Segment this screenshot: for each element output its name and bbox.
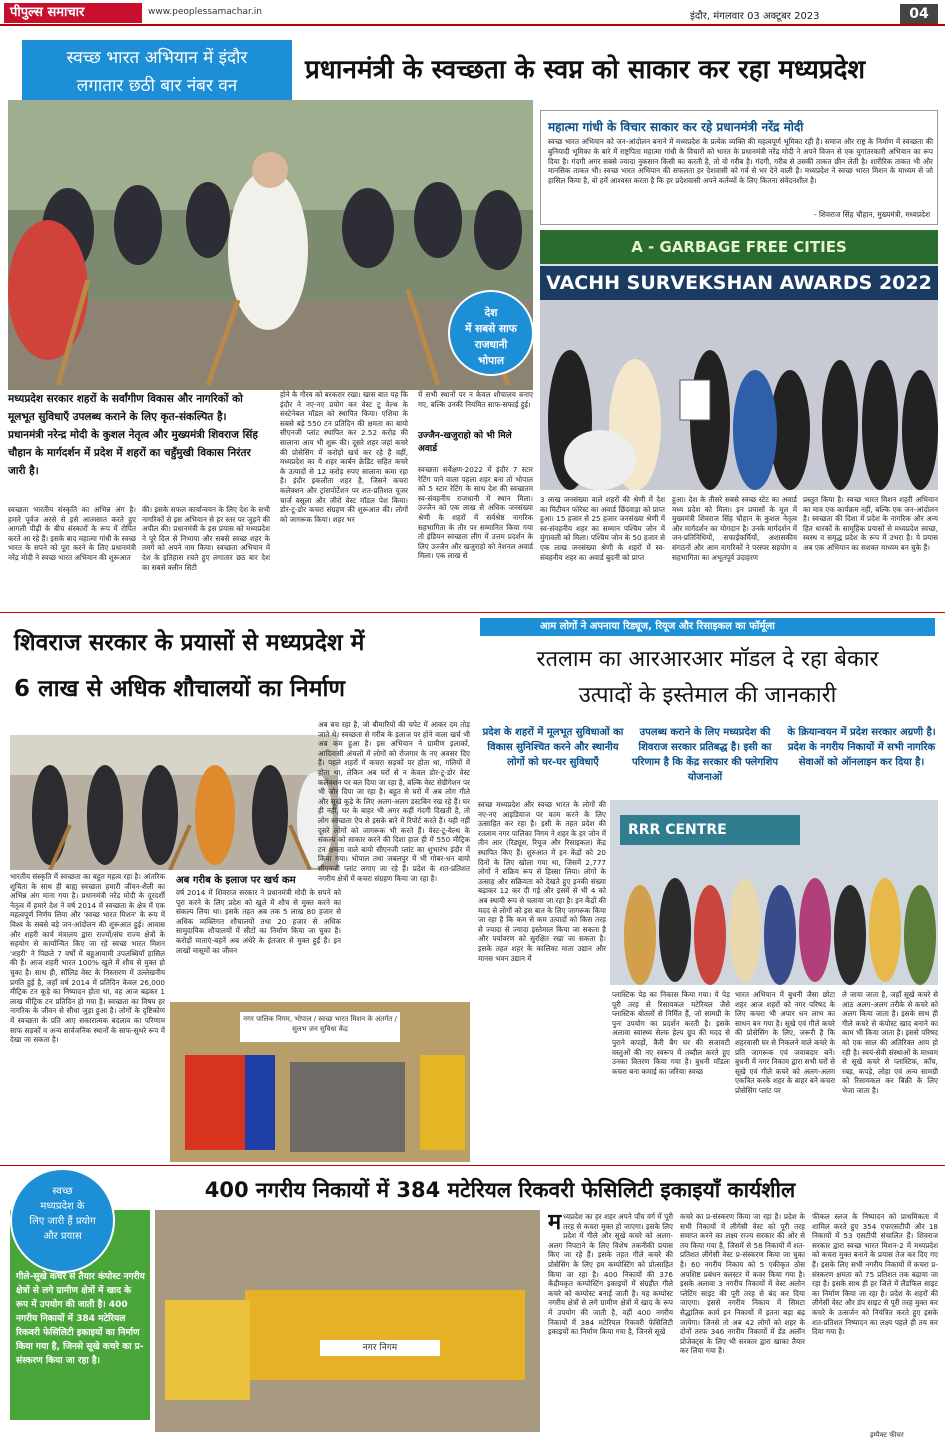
sweeping-photo — [10, 735, 338, 870]
dropcap: म — [548, 1212, 562, 1235]
quote-title: महात्मा गांधी के विचार साकार कर रहे प्रधानमंत्री नरेंद्र मोदी — [548, 120, 804, 134]
article-column: होने के गौरव को बरकरार रखा। खास बात यह कि इंदौर ने नए-नए प्रयोग कर वेस्ट टू वेल्थ के सस्टेनेबल मॉडल को स्थापित किया। एशिया के सबसे बड़े 550 टन प्रतिदिन की क्षमता का बायो सीएनजी प्लांट स्थापित कर 2.52 करोड़ की सालाना आय भी शुरू की। दूसरे शहर जहां कचरे की प्रोसेसिंग में करोड़ों खर्च कर रहे हैं वहीं, मध्यप्रदेश का ये शहर कार्बन क्रेडिट सहित कचरे के उत्पादों से 12 करोड़ रुपए सालाना कमा रहा है। इंदौर इकलौता शहर है, जिसने कचरा कलेक्शन और ट्रांसपोर्टेशन पर शत-प्रतिशत यूजर चार्ज वसूला और जीरो वेस्ट मॉडल पेश किया। डोर-टू-डोर कचरा संग्रहण की शुरूआत की। लोगों को जागरूक किया। शहर भर — [280, 390, 408, 524]
article-column: प्रस्तुत किया है। स्वच्छ भारत मिशन शहरी अभियान का मात्र एक कार्यक्रम नहीं, बल्कि एक जन-आंदोलन है। स्वच्छता की दिशा में प्रदेश के नागरिक और अन्य हित धारकों के सामूहिक प्रयासों से मध्यप्रदेश स्वच्छ, स्वस्थ व समृद्ध प्रदेश के रूप में उभरा है। ये प्रयास अब एक अभियान का सशक्त माध्यम बन चुके हैं। — [803, 495, 938, 552]
sweeping-illustration — [10, 735, 338, 870]
quote-signature: - शिवराज सिंह चौहान, मुख्यमंत्री, मध्यप्रदेश — [813, 210, 930, 219]
article-column-text: ध्यप्रदेश का हर शहर अपने पाँच वर्ग में पूरी तरह से कचरा मुक्त हो जाएगा। इसके लिए प्रदेश में गीले और सूखे कचरे को अलग-अलग निपटाने के लिए विशेष तकनीकी प्रयास किए जा रहे हैं। इसके तहत गीले कचरे की प्रोसेसिंग के लिए हम कम्पोस्टिंग को प्रोत्साहित किया जा रहा है। 400 निकायों की 376 केंद्रीयकृत कम्पोस्टिंग इकाइयों में संग्रहीत गीले कचरे को कम्पोस्ट बनाई जाती है। यह कम्पोस्ट नगरीय क्षेत्रों से लगे ग्रामीण क्षेत्रों में खाद के रूप में उपयोग की जाती है, वहीं 400 नगरीय निकायों में 384 मटेरियल रिकवरी फेसिलिटी इकाइयों का निर्माण किया गया है, जिनसे सूखे — [548, 1212, 673, 1337]
article-column — [548, 1212, 673, 1434]
impact-feature-credit: इम्पैक्ट फीचर — [870, 1431, 904, 1439]
circle-line2: मध्यप्रदेश के — [40, 1201, 85, 1212]
page-number: 04 — [900, 4, 938, 24]
main-headline: प्रधानमंत्री के स्वच्छता के स्वप्न को साकार कर रहा मध्यप्रदेश — [305, 55, 866, 85]
treatment-cost-subheading: अब गरीब के इलाज पर खर्च कम — [176, 875, 296, 886]
article-column: स्वच्छता भारतीय संस्कृति का अभिन्न अंग है। हमारे पूर्वज अरसे से इसे आत्मसात करते हुए आगली पीढ़ी के बीच संस्कारों के रूप में रोपित करते आ रहे हैं। इसके बाद महात्मा गांधी के स्वच्छ भारत के सपने को पूरा करने के लिए प्रधानमंत्री नरेंद्र मोदी ने स्वच्छ भारत अभियान की शुरूआत — [8, 505, 136, 562]
site-url: www.peoplessamachar.in — [148, 7, 262, 17]
article-column: में सभी स्थानों पर न केवल शौचालय बनाए गए, बल्कि उनकी नियमित साफ-सफाई हुई। — [418, 390, 533, 409]
article-column: प्लास्टिक पेड़ का निकास किया गया। ये पेड़ पूरी तरह से रिसायकल मटेरियल जैसे प्लास्टिक बोतलों से निर्मित हैं, जो सामग्री के पुनः उपयोग का प्रदर्शन करती है। इसके अलावा स्वास्थ्य सेल्फ हेल्प ग्रुप की मदद से पुराने कपड़ों, कैरी बैग घर की सजावटी वस्तुओं की नए स्वरूप में तब्दील करते हुए उनका वितरण किया गया है। बुधनी मॉडलः कचरा बना कमाई का जरियाः स्वच्छ — [612, 990, 730, 1076]
dateline: इंदौर, मंगलवार 03 अक्टूबर 2023 — [690, 11, 820, 22]
article-column: हुआ। देश के तीसरे सबसे स्वच्छ स्टेट का अवार्ड मध्य प्रदेश को मिला। इन प्रयासों के मूल में मुख्यमंत्री शिवराज सिंह चौहान के कुशल नेतृत्व और मार्गदर्शन का योगदान है। उनके मार्गदर्शन में जन-प्रतिनिधियों, सफाईकर्मियों, अशासकीय संगठनों और आम नागरिकों ने परस्पर सहयोग व सहभागिता का अभूतपूर्व उदाहरण — [672, 495, 797, 562]
badge-line1: देश — [484, 307, 498, 319]
pull-quote: प्रदेश के शहरों में मूलभूत सुविधाओं का विकास सुनिश्चित करने और स्थानीय लोगों को घर-घर सुविधाएँ — [482, 727, 624, 768]
article-column: भारत अभियान में बुधनी जैसा छोटा शहर आज शहरों को नगर परिषद के लिए कचरा भी अपार धन लाभ का साधन बन गया है। सूखे एवं गीले कचरे की प्रोसेसिंग के लिए, जरूरी है कि शहरवासी घर से निकलने वाले कचरे के प्रति जागरूक एवं जवाबदार बनें। बुधनी में नगर निकाय द्वारा सभी घरों से सूखे एवं गीले कचरे को अलग-अलग एकत्रित करके शहर के बाहर बने कचरा प्रोसेसिंग प्लांट पर — [735, 990, 835, 1095]
rrr-headline-line1: रतलाम का आरआरआर मॉडल दे रहा बेकार — [536, 647, 879, 672]
experiments-text: गीले-सूखे कचरे से तैयार कंपोस्ट नगरीय क्षेत्रों से लगे ग्रामीण क्षेत्रों में खाद के रूप में उपयोग की जाती है। 400 नगरीय निकायों में 384 मटेरियल रिकवरी फेसिलिटी इकाइयों का निर्माण किया गया है, जिनसे सूखे कचरे का प्र-संस्करण किया जा रहा है। — [16, 1272, 145, 1366]
circle-line3: लिए जारी हैं प्रयोग — [29, 1216, 96, 1227]
award-banner: A - GARBAGE FREE CITIES — [540, 230, 938, 264]
circle-line1: स्वच्छ — [52, 1186, 73, 1197]
article-column: भारतीय संस्कृति में स्वच्छता का बहुत महत्व रहा है। आंतरिक शुचिता के साथ ही बाह्य स्वच्छता हमारी जीवन-शैली का अभिन्न अंग माना गया है। प्रधानमंत्री नरेंद्र मोदी के दूरदर्शी नेतृत्व में हमारे देश ने वर्ष 2014 में स्वच्छता के क्षेत्र में एक महत्वपूर्ण निर्णय लिया और 'स्वच्छ भारत मिशन' के रूप में विश्व के सबसे बड़े जन-आंदोलन की शुरूआत हुई। आवास और शहरी कार्य मंत्रालय द्वारा राज्यों/संघ राज्य क्षेत्रों के सहयोग से कार्यान्वित किए जा रहे स्वच्छ भारत मिशन 'शहरी' ने पिछले 7 वर्षों में बहुआयामी उपलब्धियाँ हासिल की हैं। आज शहरी भारत 100% खुले में शौच से मुक्त हो चुका है। साथ ही, सॉलिड वेस्ट के निस्तारण में उल्लेखनीय प्रगति हुई है, जहाँ वर्ष 2014 में प्रतिदिन केवल 26,000 मीट्रिक टन कूड़े का निष्पादन होता था, वह आज बढ़कर 1 लाख मीट्रिक टन प्रतिदिन हो गया है। स्वच्छता का विषय हर नागरिक के जीवन से सीधा जुड़ा हुआ है। लोगों के दृष्टिकोण में स्वच्छता के प्रति आए सकारात्मक बदलाव का परिणाम साफ सड़कों व अन्य सार्वजनिक स्थानों के साफ-सुथरे रूप में देखा जा सकता है। — [10, 872, 165, 1045]
article-column: स्वच्छ मध्यप्रदेश और स्वच्छ भारत के लोगों की नए-नए आइडियाज पर काम करने के लिए उत्साहित कर रहा है। इसी के तहत प्रदेश की रतलाम नगर पालिका निगम ने शहर के हर जोन में तीन आर (रिड्यूस, रियूज और रिसाइकल) केंद्र स्थापित किए हैं। शुरुआत में इन केंद्रों को 20 दिनों के लिए खोला गया था, जिसमें 2,777 लोगों ने सक्रिय रूप से हिस्सा लिया। लोगों के उत्साह और सक्रियता को देखते हुए इनकी संख्या बढ़ाकर 12 कर दी गई और इसमें से भी 4 को अब स्थायी रूप से चलाया जा रहा है। इन केंद्रों की मदद से लोगों को इस बात के लिए जागरूक किया जा रहा है कि कम से कम उत्पादों को किस तरह से ज्यादा से ज्यादा इस्तेमाल किया जा सकता है और पर्यावरण को सुरक्षित रखा जा सकता है। इसके तहत शहर के कालिका माता उद्यान और मानस भवन उद्यान में — [478, 800, 606, 963]
truck-label: नगर निगम — [320, 1340, 440, 1356]
rrr-headline-line2: उत्पादों के इस्तेमाल की जानकारी — [578, 683, 837, 708]
building-sign: नगर पालिक निगम, भोपाल / स्वच्छ भारत मिशन के अंतर्गत / सुलभ जन सुविधा केंद्र — [240, 1012, 400, 1042]
badge-line3: राजधानी — [474, 339, 508, 351]
article-column: की। इसके सफल कार्यान्वयन के लिए देश के सभी नागरिकों से इस अभियान से हर स्तर पर जुड़ने की अपील की। प्रधानमंत्री के इस प्रयास को मध्यप्रदेश ने पूरे दिल से निभाया और सबसे स्वच्छ शहर के तमगे को अपने नाम किया। स्वच्छता अभियान में देश के इतिहास रचते हुए लगातार छठ बार देश का सबसे क्लीन सिटी — [142, 505, 270, 572]
building-wall — [420, 1055, 465, 1150]
newspaper-logo: पीपुल्स समाचार — [4, 3, 142, 23]
section-divider — [0, 1165, 945, 1166]
building-wall — [185, 1055, 245, 1150]
rrr-centre-banner: RRR CENTRE — [620, 815, 800, 845]
truck-cab — [165, 1300, 250, 1400]
article-column: स्वच्छता सर्वेक्षण-2022 में इंदौर 7 स्टार रेटिंग पाने वाला पहला शहर बना तो भोपाल को 5 स्टार रेटिंग के साथ देश की स्वच्छतम स्व-संवहनीय राजधानी में स्थान मिला। उज्जैन को एक लाख से अधिक जनसंख्या श्रेणी के शहरों में सर्वश्रेष्ठ नागरिक सहभागिता के तौर पर सम्मानित किया गया तो इंडियन स्वच्छता लीग में उत्तम प्रदर्शन के लिए उज्जैन और खजुराहो को नेशनल अवार्ड मिला। एक लाख से — [418, 465, 533, 561]
box-title-line1: स्वच्छ भारत अभियान में इंदौर — [66, 48, 248, 68]
article-column: फीकल स्लज के निष्पादन को प्राथमिकता में शामिल करते हुए 354 एफएसटीपी और 18 निकायों में 53 एसटीपी संचालित हैं। शिवराज सरकार द्वारा स्वच्छ भारत मिशन-2 में मध्यप्रदेश को कचरा मुक्त बनाने के प्रयास तेज कर दिए गए हैं। इसके लिए सभी नगरीय निकायों में कचरा प्र-संस्करण क्षमता को 75 प्रतिशत तक बढ़ाया जा रहा है। इसके साथ ही हर जिले में लैंडफिल साइट का निर्माण किया जा रहा है। प्रदेश के शहरों की लीगेसी वेस्ट और डंप साइट से पूरी तरह मुक्त कर कचरे के उत्सर्जन को नियंत्रित करते हुए इसके शत-प्रतिशत निष्पादन का लक्ष्य पहले ही तय कर दिया गया है। — [812, 1212, 938, 1337]
cleanest-capital-badge — [448, 290, 534, 376]
toilets-headline — [14, 620, 469, 720]
indore-number-one-box — [22, 40, 292, 108]
section-divider — [0, 612, 945, 613]
truck-body — [245, 1290, 525, 1380]
badge-line4: भोपाल — [478, 355, 504, 367]
rrr-headline — [480, 642, 935, 718]
article-column: कचरे का प्र-संस्करण किया जा रहा है। प्रदेश के सभी निकायों में लीगेसी वेस्ट को पूरी तरह समाप्त करने का लक्ष्य राज्य सरकार की ओर से तय किया गया है, जिसमें से 58 निकायों में शत-प्रतिशत लीगेसी वेस्ट प्र-संस्करण किया जा चुका है। 60 नगरीय निकाय को 5 एकीकृत ठोस अपशिष्ट प्रबंधन क्लस्टर में कवर किया गया है। इसके अलावा 3 नगरीय निकायों में वेस्ट अलोन प्लेटिंग साइट की पूरी तरह से बंद कर दिया जाएगा। इससे नगरीय निकाय में सिमटा सैद्धांतिक कार्य इन निकायों में इतना बड़ा बढ़ जायेगा। जिनसे तो अब 42 लोगों को शहर के दोनों तरफ 346 नगरीय निकायों में डेंड अलॉन प्रोजेक्ट्स के लिए भी सरकार द्वारा खाका तैयार कर लिया गया है। — [680, 1212, 805, 1356]
pull-quote: उपलब्ध कराने के लिए मध्यप्रदेश की शिवराज सरकार प्रतिबद्ध है। इसी का परिणाम है कि केंद्र सरकार की फ्लेगशिप योजनाओं — [631, 727, 779, 783]
intro-paragraph: मध्यप्रदेश सरकार शहरों के सर्वांगीण विकास और नागरिकों को मूलभूत सुविधाएँ उपलब्ध कराने के लिए कृत-संकल्पित है। प्रधानमंत्री नरेन्द्र मोदी के कुशल नेतृत्व और मुख्यमंत्री शिवराज सिंह चौहान के मार्गदर्शन में प्रदेश में शहरों का चहुँमुखी विकास निरंतर जारी है। — [8, 393, 258, 477]
toilets-headline-line2: 6 लाख से अधिक शौचालयों का निर्माण — [14, 676, 346, 702]
article-column: अब बच रहा है, जो बीमारियों की चपेट में आकर दम तोड़ जाते थे। स्वच्छता से गरीब के इलाज पर होने वाला खर्च भी अब कम हुआ है। इस अभियान ने ग्रामीण इलाकों, आदिवासी अंचलों में लोगों को रोजगार के नए अवसर दिए हैं। पहले शहरों में कचरा सड़कों पर होता था, गलियों में होता था, लेकिन अब घरों से न केवल डोर-टू-डोर वेस्ट कलेक्शन पर बल दिया जा रहा है, बल्कि वेस्ट सेग्रीगेशन पर भी जोर दिया जा रहा है। बहुत से घरों में अब लोग गीले और सूखे कूड़े के लिए अलग-अलग डस्टबिन रख रहे हैं। घर ही नहीं, घर के बाहर भी अगर कहीं गंदगी दिखती है, तो लोग स्वच्छता ऐप से इसके बारे में रिपोर्ट करते हैं। यही नहीं दूसरे लोगों को जागरूक भी करते हैं। वेस्ट-टू-वेल्थ के संकल्प को साकार करने की दिशा हाल ही में 550 मीट्रिक टन क्षमता वाले बायो सीएनजी प्लांट का शुभारंभ इंदौर में किया गया। भोपाल तथा जबलपुर में भी गोबर-धन बायो सीएनजी प्लांट लगाए जा रहे हैं। प्रदेश के शत-प्रतिशत नगरीय क्षेत्रों में कचरा संग्रहण किया जा रहा है। — [318, 720, 470, 883]
building-wall — [245, 1055, 275, 1150]
article-column: 3 लाख जनसंख्या वाले शहरों की श्रेणी में देश का मिटीयन फोरेस्ट का अवार्ड छिंदवाड़ा को प्राप्त हुआ। 15 हजार से 25 हजार जनसंख्या श्रेणी में स्व-संवहनीय शहर का सम्मान पश्चिम जोन में मुंगावली को मिला। पश्चिम जोन के 50 हजार से एक लाख जनसंख्या श्रेणी के शहरों में स्व- संवहनीय शहर का अवार्ड बुदनी को प्राप्त — [540, 495, 665, 562]
quote-body: स्वच्छ भारत अभियान को जन-आंदोलन बनाने में मध्यप्रदेश के प्रत्येक व्यक्ति की महत्वपूर्ण भूमिका रही है। समाज और राष्ट्र के निर्माण में स्वच्छता की बुनियादी भूमिका के बारे में राष्ट्रपिता महात्मा गांधी के विचारों को भारत के प्रधानमंत्री नरेंद्र मोदी ने अपने विजन से एक युगांतरकारी अभियान का रूप दिया है। गंदगी अगर सबसे ज्यादा नुकसान किसी का करती है, तो वो गरीब है। गंदगी, गरीब से उसकी ताकत छीन लेती है। शारीरिक ताकत भी और मानसिक ताकत भी। स्वच्छ भारत अभियान की सफलता हर देशवासी को गर्व से भर देने वाली है। मध्यप्रदेश ने स्वच्छ भारत मिशन के माध्यम से जो हासिल किया है, वो हमें आश्वस्त करता है कि हर प्रदेशवासी अपने कर्तव्यों के लिए कितना संवेदनशील है। — [548, 137, 933, 186]
badge-line2: में सबसे साफ — [465, 323, 517, 335]
building-door — [290, 1062, 405, 1152]
rrr-tagline: आम लोगों ने अपनाया रिड्यूज, रियूज और रिसाइकल का फॉर्मूला — [480, 618, 935, 636]
box-title-line2: लगातार छठी बार नंबर वन — [76, 76, 238, 96]
swachh-mp-circle — [10, 1168, 115, 1273]
article-column: वर्ष 2014 में शिवराज सरकार ने प्रधानमंत्री मोदी के सपने को पूरा करने के लिए प्रदेश को खुले में शौच से मुक्त करने का संकल्प लिया था। इसके तहत अब तक 5 लाख 80 हजार से अधिक व्यक्तिगत शौचालयों तथा 20 हजार से अधिक सामुदायिक शौचालयों में सीटों का निर्माण किया जा चुका है। करोड़ों माताएं-बहनें अब अंधेरे के इंतजार से मुक्त हुईं हैं। इन लाखों मासूमों का जीवन — [176, 888, 341, 955]
award-banner-title: VACHH SURVEKSHAN AWARDS 2022 — [540, 266, 938, 300]
mrf-headline: 400 नगरीय निकायों में 384 मटेरियल रिकवरी फेसिलिटी इकाइयाँ कार्यशील — [204, 1178, 796, 1202]
pull-quote: के क्रियान्वयन में प्रदेश सरकार अग्रणी है। प्रदेश के नगरीय निकायों में सभी नागरिक सेवाओं को ऑनलाइन कर दिया है। — [787, 727, 936, 768]
article-column: ले जाया जाता है, जहाँ सूखे कचरे से आठ अलग-अलग तरीके से कचरे को अलग किया जाता है। इसके साथ ही गीले कचरे से कंपोस्ट खाद बनाने का काम भी किया जाता है। इससे परिषद को एक साल की अतिरिक्त आय हो रही है। स्वयं-सेवी संस्थाओं के माध्यम से सूखे कचरे से प्लास्टिक, काँच, रबड़, कपड़े, लोहा एवं अन्य सामग्री को रिसायकल कर बिक्री के लिए भेजा जाता है। — [842, 990, 938, 1095]
circle-line4: और प्रयास — [43, 1231, 82, 1242]
ujjain-subheading: उज्जैन-खजुराहो को भी मिले अवार्ड — [418, 431, 512, 454]
toilets-headline-line1: शिवराज सरकार के प्रयासों से मध्यप्रदेश में — [14, 630, 365, 656]
